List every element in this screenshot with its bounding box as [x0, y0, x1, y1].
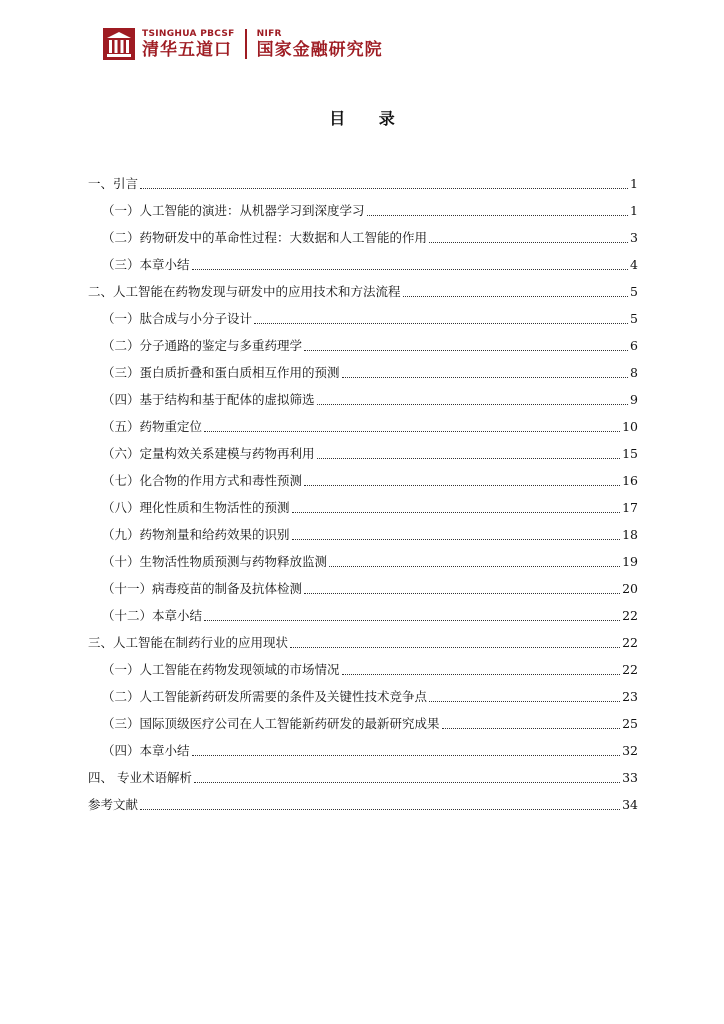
toc-leader-dots: [290, 646, 620, 648]
toc-entry-title: 参考文献: [88, 797, 139, 812]
toc-entry-title: （二）人工智能新药研发所需要的条件及关键性技术竞争点: [102, 689, 428, 704]
toc-entry-page: 10: [622, 419, 638, 434]
toc-entry-title: （九）药物剂量和给药效果的识别: [102, 527, 290, 542]
toc-leader-dots: [317, 403, 628, 405]
toc-entry-title: （六）定量构效关系建模与药物再利用: [102, 446, 315, 461]
toc-entry[interactable]: [88, 597, 638, 624]
brand-right-en: NIFR: [256, 28, 282, 39]
table-of-contents: [88, 165, 638, 813]
toc-entry-page: 25: [622, 716, 638, 731]
toc-entry[interactable]: [88, 300, 638, 327]
toc-leader-dots: [429, 700, 620, 702]
toc-entry-page: 3: [630, 230, 638, 245]
toc-leader-dots: [442, 727, 621, 729]
toc-entry-page: 1: [630, 203, 638, 218]
toc-entry-title: （十）生物活性物质预测与药物释放监测: [102, 554, 328, 569]
toc-leader-dots: [304, 484, 620, 486]
toc-entry-title: （八）理化性质和生物活性的预测: [102, 500, 290, 515]
toc-entry-page: 9: [630, 392, 638, 407]
toc-entry-page: 33: [622, 770, 638, 785]
toc-entry[interactable]: [88, 435, 638, 462]
toc-entry-page: 22: [622, 608, 638, 623]
toc-entry-page: 6: [630, 338, 638, 353]
toc-entry-page: 5: [630, 284, 638, 299]
toc-leader-dots: [204, 619, 620, 621]
toc-entry-title: （一）人工智能在药物发现领域的市场情况: [102, 662, 340, 677]
toc-leader-dots: [204, 430, 620, 432]
toc-leader-dots: [140, 808, 620, 810]
toc-leader-dots: [304, 349, 628, 351]
toc-leader-dots: [329, 565, 620, 567]
toc-leader-dots: [292, 511, 621, 513]
toc-entry[interactable]: [88, 651, 638, 678]
toc-entry[interactable]: [88, 246, 638, 273]
page-title: 目 录: [329, 109, 409, 128]
toc-entry-page: 18: [622, 527, 638, 542]
toc-leader-dots: [140, 187, 628, 189]
toc-entry-page: 19: [622, 554, 638, 569]
toc-entry[interactable]: [88, 354, 638, 381]
toc-entry-page: 4: [630, 257, 638, 272]
toc-entry-title: （十二）本章小结: [102, 608, 203, 623]
toc-entry-title: （一）人工智能的演进：从机器学习到深度学习: [102, 203, 365, 218]
toc-entry-page: 20: [622, 581, 638, 596]
toc-entry-page: 5: [630, 311, 638, 326]
toc-entry[interactable]: [88, 732, 638, 759]
brand-right: [257, 29, 383, 60]
toc-entry-page: 15: [622, 446, 638, 461]
toc-leader-dots: [403, 295, 628, 297]
toc-entry[interactable]: [88, 408, 638, 435]
toc-entry[interactable]: [88, 219, 638, 246]
toc-entry-page: 23: [622, 689, 638, 704]
toc-entry[interactable]: [88, 273, 638, 300]
brand-left-cn: 清华五道口: [142, 39, 232, 60]
toc-entry-page: 8: [630, 365, 638, 380]
toc-entry[interactable]: [88, 543, 638, 570]
toc-entry-page: 22: [622, 662, 638, 677]
toc-entry[interactable]: [88, 759, 638, 786]
toc-entry-page: 32: [622, 743, 638, 758]
toc-entry-title: （四）基于结构和基于配体的虚拟筛选: [102, 392, 315, 407]
toc-entry[interactable]: [88, 489, 638, 516]
brand-left-en: TSINGHUA PBCSF: [142, 28, 235, 39]
toc-leader-dots: [292, 538, 621, 540]
toc-entry-title: 三、人工智能在制药行业的应用现状: [88, 635, 289, 650]
tsinghua-building-logo-icon: [102, 27, 136, 61]
toc-leader-dots: [304, 592, 620, 594]
toc-entry-title: （五）药物重定位: [102, 419, 203, 434]
toc-entry[interactable]: [88, 165, 638, 192]
toc-entry[interactable]: [88, 381, 638, 408]
toc-entry-title: （三）本章小结: [102, 257, 190, 272]
toc-entry[interactable]: [88, 570, 638, 597]
page-header: [102, 24, 383, 64]
toc-leader-dots: [192, 268, 628, 270]
toc-entry-title: （七）化合物的作用方式和毒性预测: [102, 473, 303, 488]
toc-leader-dots: [429, 241, 628, 243]
toc-entry-title: （二）分子通路的鉴定与多重药理学: [102, 338, 303, 353]
toc-entry[interactable]: [88, 192, 638, 219]
toc-entry[interactable]: [88, 678, 638, 705]
toc-entry-title: （一）肽合成与小分子设计: [102, 311, 253, 326]
toc-entry-title: （二）药物研发中的革命性过程：大数据和人工智能的作用: [102, 230, 428, 245]
toc-leader-dots: [192, 754, 621, 756]
toc-entry[interactable]: [88, 327, 638, 354]
toc-entry-title: （三）国际顶级医疗公司在人工智能新药研发的最新研究成果: [102, 716, 440, 731]
toc-entry[interactable]: [88, 516, 638, 543]
toc-entry[interactable]: [88, 786, 638, 813]
toc-entry-page: 1: [630, 176, 638, 191]
toc-entry-page: 17: [622, 500, 638, 515]
toc-leader-dots: [342, 673, 621, 675]
toc-entry-title: （三）蛋白质折叠和蛋白质相互作用的预测: [102, 365, 340, 380]
toc-entry[interactable]: [88, 705, 638, 732]
toc-entry[interactable]: [88, 624, 638, 651]
toc-entry-page: 22: [622, 635, 638, 650]
toc-entry-title: （四）本章小结: [102, 743, 190, 758]
toc-entry-page: 34: [622, 797, 638, 812]
toc-leader-dots: [194, 781, 620, 783]
toc-entry-title: 一、引言: [88, 176, 139, 191]
toc-entry-title: 四、 专业术语解析: [88, 770, 192, 785]
toc-entry[interactable]: [88, 462, 638, 489]
toc-leader-dots: [317, 457, 621, 459]
brand-left: [142, 29, 235, 60]
toc-leader-dots: [367, 214, 628, 216]
toc-entry-title: （十一）病毒疫苗的制备及抗体检测: [102, 581, 303, 596]
toc-leader-dots: [254, 322, 628, 324]
toc-entry-title: 二、人工智能在药物发现与研发中的应用技术和方法流程: [88, 284, 401, 299]
brand-divider: [245, 29, 247, 59]
brand-right-cn: 国家金融研究院: [256, 39, 383, 60]
toc-leader-dots: [342, 376, 628, 378]
toc-entry-page: 16: [622, 473, 638, 488]
